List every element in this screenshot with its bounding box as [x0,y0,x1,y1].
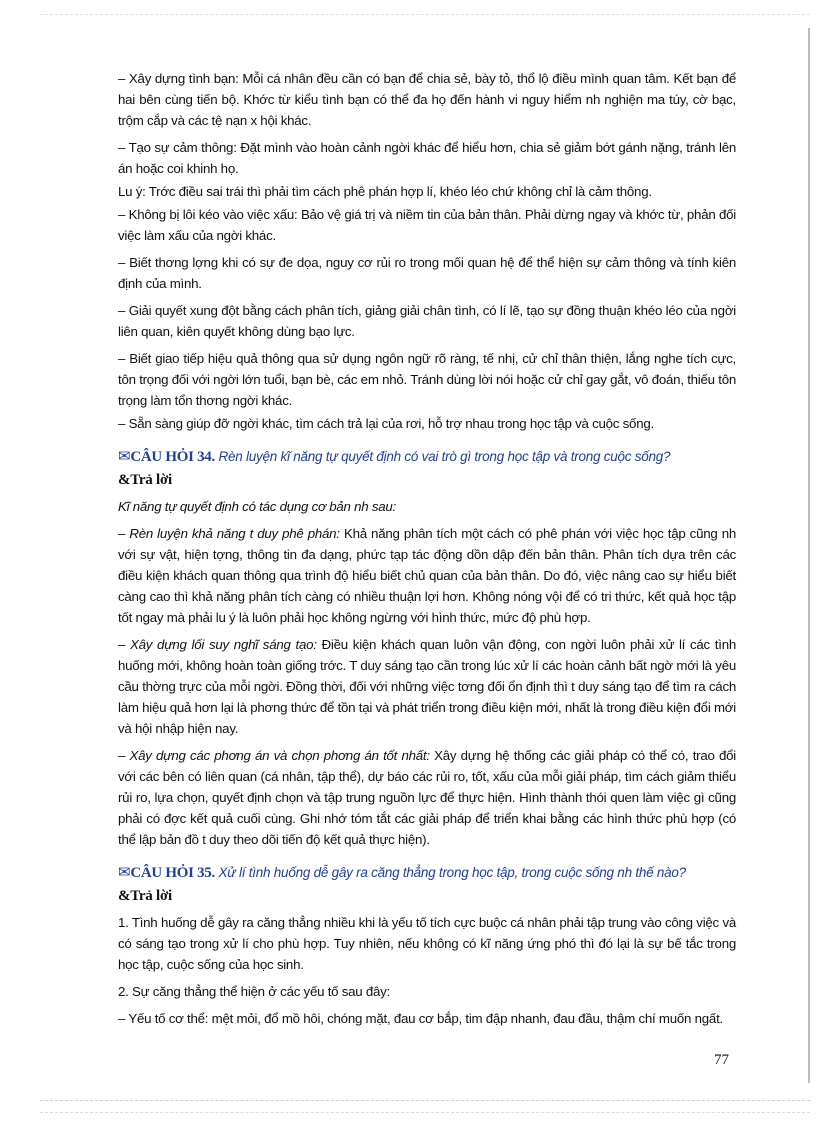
answer-label: Trả lời [130,472,172,488]
question-text: Xử lí tình huống dễ gây ra căng thẳng trong học tập, trong cuộc sống nh thế nào? [218,865,686,880]
page-number: 77 [714,1052,729,1068]
scan-edge-top [40,14,810,16]
paragraph: – Tạo sự cảm thông: Đặt mình vào hoàn cảnh ngời khác để hiểu hơn, chia sẻ giảm bớt gánh nặng, tránh lên án hoặc coi khinh họ. [118,140,736,176]
envelope-icon: ✉ [118,448,131,465]
page-content [118,68,736,1031]
paragraph: – Biết thơng lợng khi có sự đe dọa, nguy cơ rủi ro trong mối quan hệ để thể hiện sự cảm thông và tính kiên định của mình. [118,255,736,291]
paragraph: 1. Tình huống dễ gây ra căng thẳng nhiều khi là yếu tố tích cực buộc cá nhân phải tập trung vào công việc và có sáng tạo trong xử lí cho phù hợp. Tuy nhiên, nếu không có kĩ năng ứng phó thì đó lại là sự bế tắc trong học tập, cuộc sống của học sinh. [118,915,736,972]
question-34-heading [118,448,736,466]
item-body: Điều kiện khách quan luôn vận động, con ngời luôn phải xử lí các tình huống mới, không hoàn toàn giống trớc. T duy sáng tạo cần trong lúc xử lí các hoàn cảnh bất ngờ mới là yêu cầu thờng trực của mỗi ngời. Đồng thời, đối với những việc tơng đối ổn định thì t duy sáng tạo để tìm ra cách làm hiệu quả hơn lại là phơng thức để tồn tại và phát triển trong điều kiện mới, nhất là trong điều kiện đổi mới và hội nhập hiện nay. [118,637,736,736]
item-lead: – Xây dựng lối suy nghĩ sáng tạo: [118,637,317,652]
item-lead: – Xây dựng các phơng án và chọn phơng án tốt nhất: [118,748,430,763]
scan-edge-bottom-2 [40,1112,810,1114]
paragraph: – Sẵn sàng giúp đỡ ngời khác, tìm cách trả lại của rơi, hỗ trợ nhau trong học tập và cuộc sống. [118,416,654,431]
paragraph: 2. Sự căng thẳng thể hiện ở các yếu tố sau đây: [118,984,390,999]
paragraph: – Không bị lôi kéo vào việc xấu: Bảo vệ giá trị và niềm tin của bản thân. Phải dừng ngay và khớc từ, phản đối việc làm xấu của ngời khác. [118,207,736,243]
paragraph: – Xây dựng tình bạn: Mỗi cá nhân đều cần có bạn để chia sẻ, bày tỏ, thổ lộ điều mình quan tâm. Kết bạn để hai bên cùng tiến bộ. Khớc từ kiểu tình bạn có thể đa họ đến hành vi nguy hiểm nh nghiện ma túy, cờ bạc, trộm cắp và các tệ nạn x hội khác. [118,71,736,128]
question-text: Rèn luyện kĩ năng tự quyết định có vai trò gì trong học tập và trong cuộc sống? [218,449,671,464]
envelope-icon: ✉ [118,864,131,881]
pen-icon: & [118,888,131,904]
item-lead: – Rèn luyện khả năng t duy phê phán: [118,526,340,541]
answer-heading [118,470,736,490]
paragraph: – Giải quyết xung đột bằng cách phân tích, giảng giải chân tình, có lí lẽ, tạo sự đồng thuận khéo léo của ngời liên quan, kiên quyết không dùng bạo lực. [118,303,736,339]
item-body: Xây dựng hệ thống các giải pháp có thể có, trao đổi với các bên có liên quan (cá nhân, tập thể), dự báo các rủi ro, tốt, xấu của mỗi giải pháp, tìm cách giảm thiểu rủi ro, lựa chọn, quyết định chọn và tập trung nguồn lực để thực hiện. Hình thành thói quen làm việc gì cũng phải có đợc kết quả cuối cùng. Ghi nhớ tóm tắt các giải pháp để triển khai bằng các hình thức phù hợp (có thể lập bản đồ t duy theo dõi tiến độ kết quả thực hiện). [118,748,736,847]
scan-edge-right [808,28,810,1083]
answer-heading [118,886,736,906]
answer-item [118,634,736,739]
question-35-heading [118,864,736,882]
item-body: Khả năng phân tích một cách có phê phán với việc học tập cũng nh với sự vật, hiện tợng, thông tin đa dạng, phức tạp tác động dồn dập đến bản thân. Phân tích dựa trên các điều kiện khách quan thông qua trình độ hiểu biết chủ quan của bản thân. Do đó, việc nâng cao sự hiểu biết càng cao thì khả năng phân tích càng có nhiều thuận lợi hơn. Không nóng vội để có tri thức, kết quả học tập tốt ngay mà phải lu ý là luôn phải học không ngừng với hình thức, mức độ phù hợp. [118,526,736,625]
answer-item [118,745,736,850]
scan-edge-bottom [40,1100,810,1102]
answer-label: Trả lời [130,888,172,904]
pen-icon: & [118,472,131,488]
answer-intro: Kĩ năng tự quyết định có tác dụng cơ bản nh sau: [118,499,396,514]
paragraph: – Biết giao tiếp hiệu quả thông qua sử dụng ngôn ngữ rõ ràng, tế nhị, cử chỉ thân thiện, lắng nghe tích cực, tôn trọng đối với ngời lớn tuổi, bạn bè, các em nhỏ. Tránh dùng lời nói hoặc cử chỉ gay gắt, vô đoán, thiếu tôn trọng làm tổn thơng ngời khác. [118,351,736,408]
paragraph: Lu ý: Trớc điều sai trái thì phải tìm cách phê phán hợp lí, khéo léo chứ không chỉ là cảm thông. [118,184,652,199]
answer-item [118,523,736,628]
paragraph: – Yếu tố cơ thể: mệt mỏi, đổ mồ hôi, chóng mặt, đau cơ bắp, tim đập nhanh, đau đầu, thậm chí muốn ngất. [118,1011,723,1026]
question-number: CÂU HỎI 35. [130,865,215,881]
question-number: CÂU HỎI 34. [130,449,215,465]
